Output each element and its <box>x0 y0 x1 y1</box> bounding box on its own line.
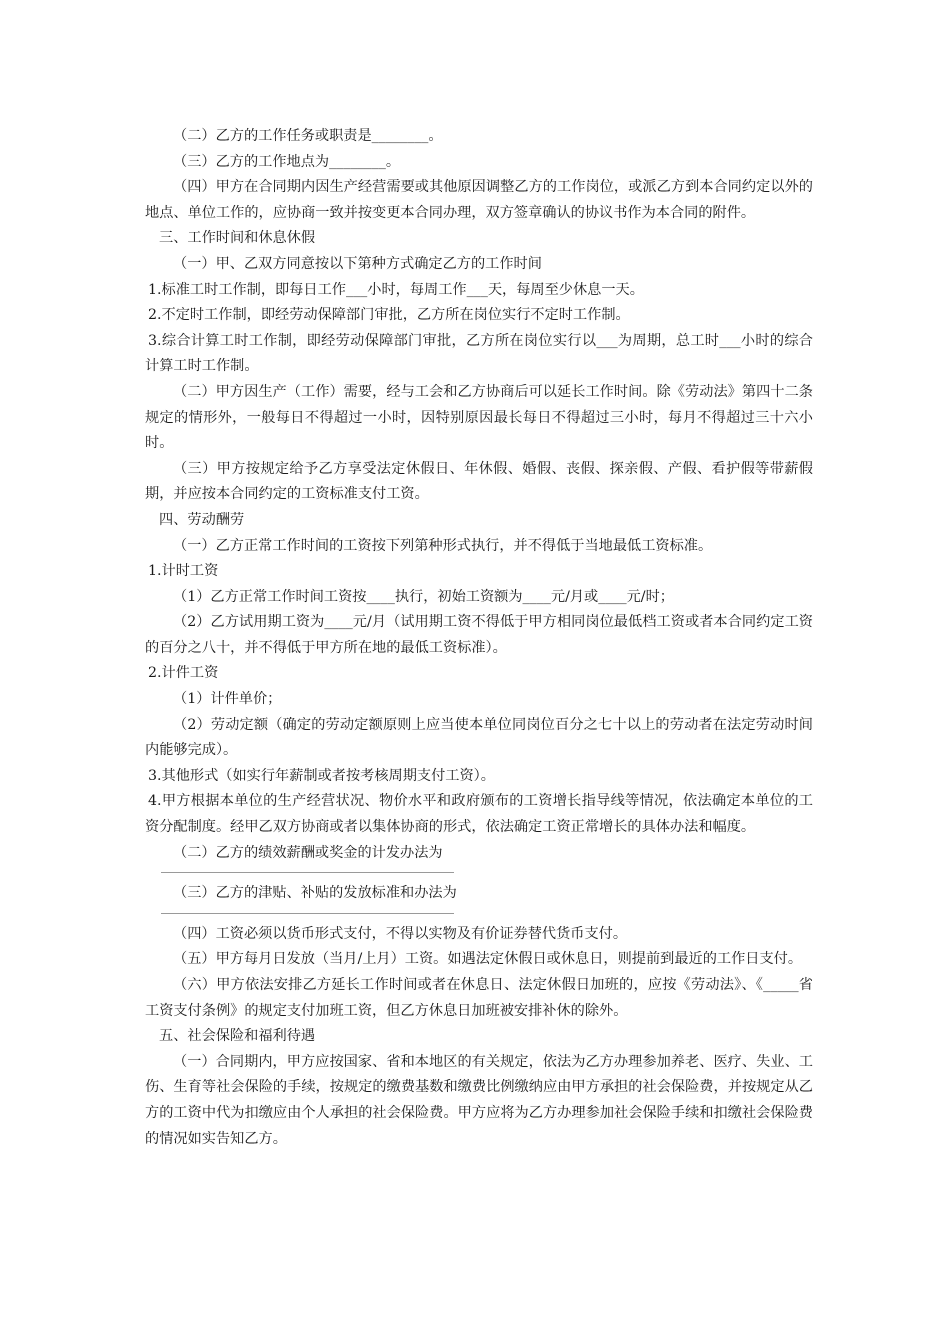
paragraph: 2.计件工资 <box>148 665 219 682</box>
paragraph: （四）甲方在合同期内因生产经营需要或其他原因调整乙方的工作岗位，或派乙方到本合同约定以外的地点、单位工作的，应协商一致并按变更本合同办理，双方签章确认的协议书作为本合同的附件。 <box>145 179 813 221</box>
paragraph: （一）甲、乙双方同意按以下第种方式确定乙方的工作时间 <box>173 255 542 272</box>
paragraph: （五）甲方每月日发放（当月/上月）工资。如遇法定休假日或休息日，则提前到最近的工作日支付。 <box>173 951 803 968</box>
section-heading: 三、工作时间和休息休假 <box>159 230 316 247</box>
paragraph: 1.计时工资 <box>148 563 219 580</box>
paragraph: 2.不定时工作制，即经劳动保障部门审批，乙方所在岗位实行不定时工作制。 <box>148 307 630 324</box>
section-heading: 五、社会保险和福利待遇 <box>159 1028 316 1045</box>
paragraph: （一）乙方正常工作时间的工资按下列第种形式执行，并不得低于当地最低工资标准。 <box>173 537 713 554</box>
paragraph: （三）乙方的津贴、补贴的发放标准和办法为 <box>173 885 457 902</box>
paragraph: （二）乙方的绩效薪酬或奖金的计发办法为 <box>173 844 443 861</box>
document-body <box>145 124 813 1152</box>
paragraph: （二）甲方因生产（工作）需要，经与工会和乙方协商后可以延长工作时间。除《劳动法》第四十二条规定的情形外，一般每日不得超过一小时，因特别原因最长每日不得超过三小时，每月不得超过三十六小时。 <box>145 383 813 452</box>
paragraph: 4.甲方根据本单位的生产经营状况、物价水平和政府颁布的工资增长指导线等情况，依法确定本单位的工资分配制度。经甲乙双方协商或者以集体协商的形式，依法确定工资正常增长的具体办法和幅度。 <box>145 793 813 836</box>
paragraph: （四）工资必须以货币形式支付，不得以实物及有价证券替代货币支付。 <box>173 925 628 942</box>
paragraph: 3.其他形式（如实行年薪制或者按考核周期支付工资）。 <box>148 767 495 784</box>
paragraph: 1.标准工时工作制，即每日工作___小时，每周工作___天，每周至少休息一天。 <box>148 281 644 298</box>
blank-fill-line <box>161 872 454 873</box>
paragraph: 3.综合计算工时工作制，即经劳动保障部门审批，乙方所在岗位实行以___为周期，总工时___小时的综合计算工时工作制。 <box>145 332 813 375</box>
blank-fill-line <box>161 913 454 914</box>
paragraph: （二）乙方的工作任务或职责是________。 <box>173 128 443 144</box>
paragraph: （1）计件单价； <box>173 691 282 708</box>
paragraph: （2）乙方试用期工资为____元/月（试用期工资不得低于甲方相同岗位最低档工资或者本合同约定工资的百分之八十，并不得低于甲方所在地的最低工资标准）。 <box>145 614 813 656</box>
paragraph: （三）甲方按规定给予乙方享受法定休假日、年休假、婚假、丧假、探亲假、产假、看护假等带薪假期，并应按本合同约定的工资标准支付工资。 <box>145 460 813 503</box>
section-heading: 四、劳动酬劳 <box>159 511 245 528</box>
paragraph: （三）乙方的工作地点为________。 <box>173 153 401 170</box>
paragraph: （1）乙方正常工作时间工资按____执行，初始工资额为____元/月或____元/时； <box>173 588 674 605</box>
paragraph: （2）劳动定额（确定的劳动定额原则上应当使本单位同岗位百分之七十以上的劳动者在法定劳动时间内能够完成）。 <box>145 716 813 759</box>
paragraph: （六）甲方依法安排乙方延长工作时间或者在休息日、法定休假日加班的，应按《劳动法》、《_____省工资支付条例》的规定支付加班工资，但乙方休息日加班被安排补休的除外。 <box>145 977 813 1019</box>
paragraph: （一）合同期内，甲方应按国家、省和本地区的有关规定，依法为乙方办理参加养老、医疗、失业、工伤、生育等社会保险的手续，按规定的缴费基数和缴费比例缴纳应由甲方承担的社会保险费，并按规定从乙方的工资中代为扣缴应由个人承担的社会保险费。甲方应将为乙方办理参加社会保险手续和扣缴社会保险费的情况如实告知乙方。 <box>145 1053 813 1147</box>
